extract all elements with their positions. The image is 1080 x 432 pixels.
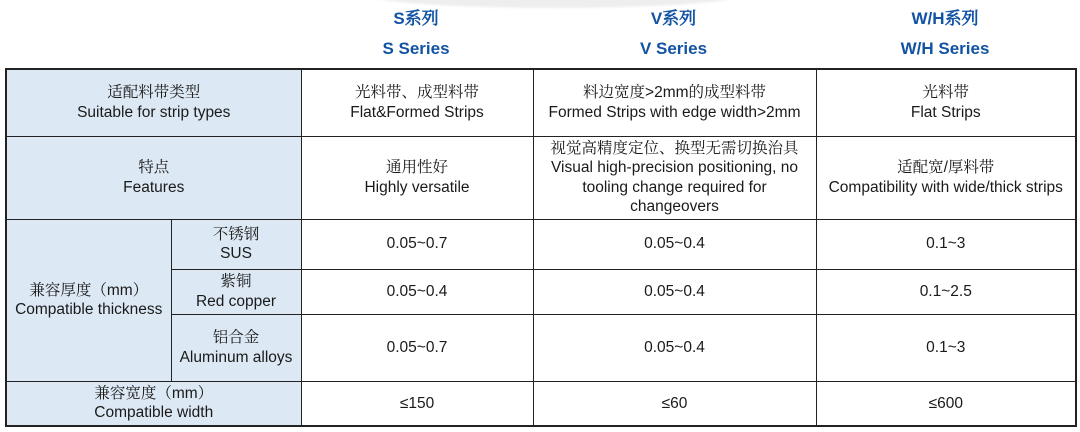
row-features bbox=[6, 136, 1076, 219]
material-aluminum-cn: 铝合金 bbox=[212, 329, 260, 347]
features-s-cn: 通用性好 bbox=[386, 159, 449, 177]
thickness-label-en: Compatible thickness bbox=[15, 301, 163, 318]
features-wh-en: Compatibility with wide/thick strips bbox=[828, 178, 1063, 196]
width-wh-value: ≤600 bbox=[816, 381, 1076, 426]
strip-types-wh-cn: 光料带 bbox=[922, 84, 970, 102]
copper-s-value: 0.05~0.4 bbox=[301, 269, 533, 314]
row-thickness-sus bbox=[6, 219, 1076, 269]
strip-types-wh-cell bbox=[816, 69, 1076, 136]
series-v-en: V Series bbox=[639, 39, 708, 58]
strip-types-wh-en: Flat Strips bbox=[910, 103, 981, 121]
series-wh-en: W/H Series bbox=[900, 39, 990, 58]
row-strip-types bbox=[6, 69, 1076, 136]
strip-types-s-en: Flat&Formed Strips bbox=[350, 103, 484, 121]
material-aluminum-cell bbox=[171, 314, 301, 381]
sus-v-value: 0.05~0.4 bbox=[533, 219, 816, 269]
width-v-value: ≤60 bbox=[533, 381, 816, 426]
series-v-cn: V系列 bbox=[650, 9, 697, 28]
material-copper-cell bbox=[171, 269, 301, 314]
row-width bbox=[6, 381, 1076, 426]
width-label-cn: 兼容宽度（mm） bbox=[94, 384, 214, 402]
strip-types-label-cell bbox=[6, 69, 301, 136]
features-wh-cell bbox=[816, 136, 1076, 219]
features-wh-cn: 适配宽/厚料带 bbox=[897, 159, 995, 177]
thickness-label-cell bbox=[6, 219, 171, 381]
material-sus-en: SUS bbox=[220, 245, 252, 262]
series-header-spacer bbox=[5, 4, 300, 64]
features-s-cell bbox=[301, 136, 533, 219]
features-v-en: Visual high-precision positioning, no tooling change required for changeovers bbox=[551, 159, 799, 215]
sus-s-value: 0.05~0.7 bbox=[301, 219, 533, 269]
strip-types-v-cn: 料边宽度>2mm的成型料带 bbox=[583, 84, 767, 102]
series-header bbox=[5, 4, 1075, 64]
strip-types-s-cn: 光料带、成型料带 bbox=[355, 84, 480, 102]
strip-types-s-cell bbox=[301, 69, 533, 136]
material-copper-en: Red copper bbox=[195, 292, 277, 310]
series-s-en: S Series bbox=[382, 39, 450, 58]
material-sus-cell bbox=[171, 219, 301, 269]
copper-wh-value: 0.1~2.5 bbox=[816, 269, 1076, 314]
features-s-en: Highly versatile bbox=[364, 178, 470, 196]
width-label-en: Compatible width bbox=[94, 404, 214, 422]
material-sus-cn: 不锈钢 bbox=[212, 225, 260, 243]
material-aluminum-en: Aluminum alloys bbox=[179, 348, 293, 366]
aluminum-s-value: 0.05~0.7 bbox=[301, 314, 533, 381]
width-label-cell bbox=[6, 381, 301, 426]
aluminum-wh-value: 0.1~3 bbox=[816, 314, 1076, 381]
strip-types-v-cell bbox=[533, 69, 816, 136]
aluminum-v-value: 0.05~0.4 bbox=[533, 314, 816, 381]
strip-types-label-en: Suitable for strip types bbox=[77, 103, 231, 121]
features-v-cn: 视觉高精度定位、换型无需切换治具 bbox=[550, 139, 799, 157]
copper-v-value: 0.05~0.4 bbox=[533, 269, 816, 314]
thickness-label-cn: 兼容厚度（mm） bbox=[29, 281, 149, 299]
series-wh bbox=[815, 4, 1075, 64]
series-v bbox=[532, 4, 815, 64]
comparison-table bbox=[5, 68, 1077, 427]
features-v-cell bbox=[533, 136, 816, 219]
strip-types-label-cn: 适配料带类型 bbox=[107, 84, 201, 102]
series-wh-cn: W/H系列 bbox=[911, 9, 979, 28]
features-label-en: Features bbox=[123, 178, 185, 196]
sus-wh-value: 0.1~3 bbox=[816, 219, 1076, 269]
width-s-value: ≤150 bbox=[301, 381, 533, 426]
series-s-cn: S系列 bbox=[393, 9, 439, 28]
strip-types-v-en: Formed Strips with edge width>2mm bbox=[548, 103, 801, 121]
features-label-cn: 特点 bbox=[138, 159, 170, 177]
features-label-cell bbox=[6, 136, 301, 219]
material-copper-cn: 紫铜 bbox=[220, 273, 252, 291]
series-s bbox=[300, 4, 532, 64]
